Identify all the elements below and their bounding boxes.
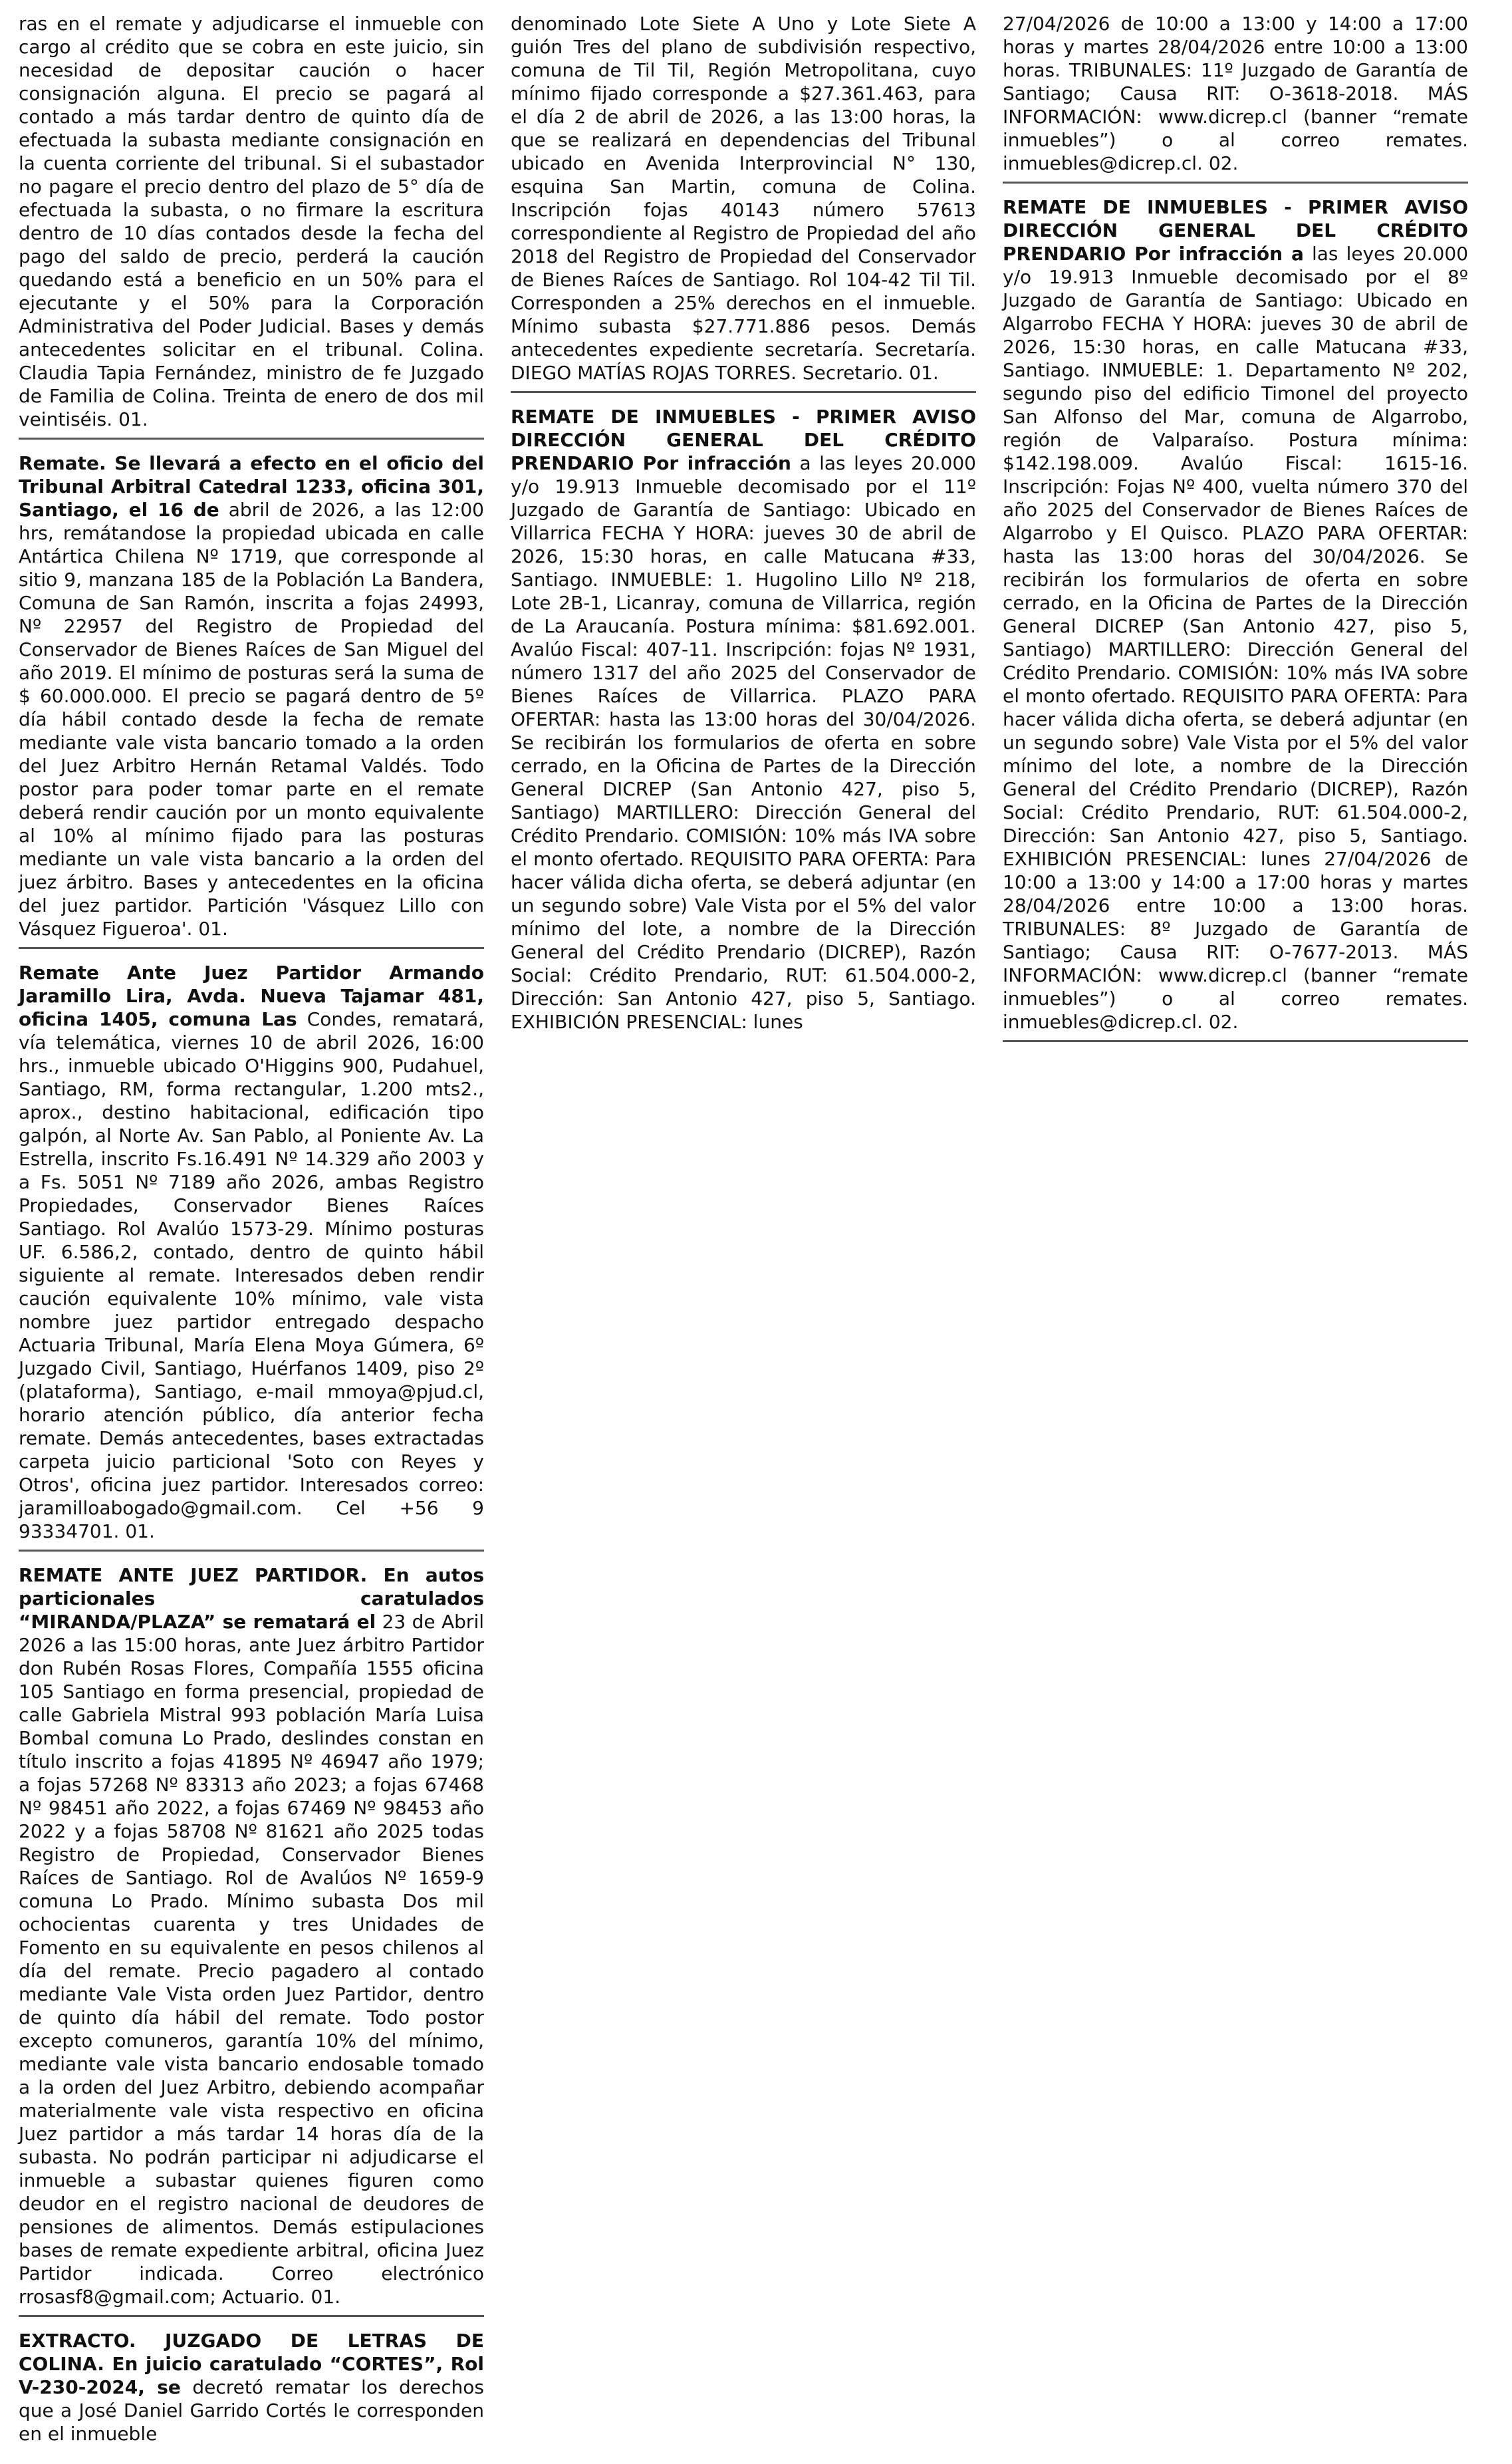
notice-1-5 <box>19 2329 484 2452</box>
notice-body: las leyes 20.000 y/o 19.913 Inmueble decomisado por el 8º Juzgado de Garantía de Santiago: Ubicado en Algarrobo FECHA Y HORA: jueves 30 de abril de 2026, 15:30 horas, en calle Matucana #33, Santiago. INMUEBLE: 1. Departamento Nº 202, segundo piso del edificio Timonel del proyecto San Alfonso del Mar, comuna de Algarrobo, región de Valparaíso. Postura mínima: $142.198.009. Avalúo Fiscal: 1615-16. Inscripción: Fojas Nº 400, vuelta número 370 del año 2025 del Conservador de Bienes Raíces de Algarrobo y El Quisco. PLAZO PARA OFERTAR: hasta las 13:00 horas del 30/04/2026. Se recibirán los formularios de oferta en sobre cerrado, en la Oficina de Partes de la Dirección General DICREP (San Antonio 427, piso 5, Santiago) MARTILLERO: Dirección General del Crédito Prendario. COMISIÓN: 10% más IVA sobre el monto ofertado. REQUISITO PARA OFERTA: Para hacer válida dicha oferta, se deberá adjuntar (en un segundo sobre) Vale Vista por el 5% del valor mínimo del lote, a nombre de la Dirección General del Crédito Prendario (DICREP), Razón Social: Crédito Prendario, RUT: 61.504.000-2, Dirección: San Antonio 427, piso 5, Santiago. EXHIBICIÓN PRESENCIAL: lunes 27/04/2026 de 10:00 a 13:00 y 14:00 a 17:00 horas y martes 28/04/2026 entre 10:00 a 13:00 horas. TRIBUNALES: 8º Juzgado de Garantía de Santiago; Causa RIT: O-7677-2013. MÁS INFORMACIÓN: www.dicrep.cl (banner “remate inmuebles”) o al correo remates. inmuebles@dicrep.cl. 02. <box>1003 243 1469 1033</box>
notice-body: ras en el remate y adjudicarse el inmueble con cargo al crédito que se cobra en este juicio, sin necesidad de depositar caución o hacer consignación alguna. El precio se pagará al contado a más tardar dentro de quinto día de efectuada la subasta mediante consignación en la cuenta corriente del tribunal. Si el subastador no pagare el precio dentro del plazo de 5° día de efectuada la subasta, o no firmare la escritura dentro de 10 días contados desde la fecha del pago del saldo de precio, perderá la caución quedando está a beneficio en un 50% para el ejecutante y el 50% para la Corporación Administrativa del Poder Judicial. Bases y demás antecedentes solicitar en el tribunal. Colina. Claudia Tapia Fernández, ministro de fe Juzgado de Familia de Colina. Treinta de enero de dos mil veintiséis. 01. <box>19 13 484 430</box>
notice-text <box>511 12 976 384</box>
column-3 <box>1003 12 1468 1054</box>
notice-body: a las leyes 20.000 y/o 19.913 Inmueble decomisado por el 11º Juzgado de Garantía de Santiago: Ubicado en Villarrica FECHA Y HORA: jueves 30 de abril de 2026, 15:30 horas, en calle Matucana #33, Santiago. INMUEBLE: 1. Hugolino Lillo Nº 218, Lote 2B-1, Licanray, comuna de Villarrica, región de La Araucanía. Postura mínima: $81.692.001. Avalúo Fiscal: 407-11. Inscripción: fojas Nº 1931, número 1317 del año 2025 del Conservador de Bienes Raíces de Villarrica. PLAZO PARA OFERTAR: hasta las 13:00 horas del 30/04/2026. Se recibirán los formularios de oferta en sobre cerrado, en la Oficina de Partes de la Dirección General DICREP (San Antonio 427, piso 5, Santiago) MARTILLERO: Dirección General del Crédito Prendario. COMISIÓN: 10% más IVA sobre el monto ofertado. REQUISITO PARA OFERTA: Para hacer válida dicha oferta, se deberá adjuntar (en un segundo sobre) Vale Vista por el 5% del valor mínimo del lote, a nombre de la Dirección General del Crédito Prendario (DICREP), Razón Social: Crédito Prendario, RUT: 61.504.000-2, Dirección: San Antonio 427, piso 5, Santiago. EXHIBICIÓN PRESENCIAL: lunes <box>511 452 976 1033</box>
notice-body: 27/04/2026 de 10:00 a 13:00 y 14:00 a 17:00 horas y martes 28/04/2026 entre 10:00 a 13:00 horas. TRIBUNALES: 11º Juzgado de Garantía de Santiago; Causa RIT: O-3618-2018. MÁS INFORMACIÓN: www.dicrep.cl (banner “remate inmuebles”) o al correo remates. inmuebles@dicrep.cl. 02. <box>1003 13 1468 174</box>
notice-text <box>1003 12 1468 175</box>
notice-text <box>19 12 484 431</box>
notice-lead: Remate. Se llevará a efecto en el oficio del Tribunal Arbitral Catedral 1233, oficina 301, Santiago, el 16 de <box>19 452 484 521</box>
notice-body: 23 de Abril 2026 a las 15:00 horas, ante Juez árbitro Partidor don Rubén Rosas Flores, Compañía 1555 oficina 105 Santiago en forma presencial, propiedad de calle Gabriela Mistral 993 población María Luisa Bombal comuna Lo Prado, deslindes constan en título inscrito a fojas 41895 Nº 46947 año 1979; a fojas 57268 Nº 83313 año 2023; a fojas 67468 Nº 98451 año 2022, a fojas 67469 Nº 98453 año 2022 y a fojas 58708 Nº 81621 año 2025 todas Registro de Propiedad, Conservador Bienes Raíces de Santiago. Rol de Avalúos Nº 1659-9 comuna Lo Prado. Mínimo subasta Dos mil ochocientas cuarenta y tres Unidades de Fomento en su equivalente en pesos chilenos al día del remate. Precio pagadero al contado mediante Vale Vista orden Juez Partidor, dentro de quinto día hábil del remate. Todo postor excepto comuneros, garantía 10% del mínimo, mediante vale vista bancario endosable tomado a la orden del Juez Arbitro, debiendo acompañar materialmente vale vista respectivo en oficina Juez partidor a más tardar 14 horas día de la subasta. No podrán participar ni adjudicarse el inmueble a subastar quienes figuren como deudor en el registro nacional de deudores de pensiones de alimentos. Demás estipulaciones bases de remate expediente arbitral, oficina Juez Partidor indicada. Correo electrónico rrosasf8@gmail.com; Actuario. 01. <box>19 1611 484 2308</box>
notice-3-2 <box>1003 196 1468 1042</box>
column-1 <box>19 12 484 2464</box>
notice-lead: REMATE ANTE JUEZ PARTIDOR. En autos particionales caratulados “MIRANDA/PLAZA” se rematará el <box>19 1564 484 1633</box>
notice-2-1 <box>511 12 976 393</box>
notice-1-3 <box>19 961 484 1552</box>
notice-body: denominado Lote Siete A Uno y Lote Siete A guión Tres del plano de subdivisión respectivo, comuna de Til Til, Región Metropolitana, cuyo mínimo fijado corresponde a $27.361.463, para el día 2 de abril de 2026, a las 13:00 horas, la que se realizará en dependencias del Tribunal ubicado en Avenida Interprovincial N° 130, esquina San Martin, comuna de Colina. Inscripción fojas 40143 número 57613 correspondiente al Registro de Propiedad del año 2018 del Registro de Propiedad del Conservador de Bienes Raíces de Santiago. Rol 104-42 Til Til. Corresponden a 25% derechos en el inmueble. Mínimo subasta $27.771.886 pesos. Demás antecedentes expediente secretaría. Secretaría. DIEGO MATÍAS ROJAS TORRES. Secretario. 01. <box>511 13 976 384</box>
column-2 <box>511 12 976 1052</box>
notice-lead: REMATE DE INMUEBLES - PRIMER AVISO DIRECCIÓN GENERAL DEL CRÉDITO PRENDARIO Por infracción <box>511 406 976 474</box>
notice-3-1 <box>1003 12 1468 184</box>
notice-text <box>1003 196 1468 1033</box>
notice-text <box>19 2329 484 2445</box>
notice-body: Condes, rematará, vía telemática, viernes 10 de abril 2026, 16:00 hrs., inmueble ubicado O'Higgins 900, Pudahuel, Santiago, RM, forma rectangular, 1.200 mts2., aprox., destino habitacional, edificación tipo galpón, al Norte Av. San Pablo, al Poniente Av. La Estrella, inscrito Fs.16.491 Nº 14.329 año 2003 y a Fs. 5051 Nº 7189 año 2026, ambas Registro Propiedades, Conservador Bienes Raíces Santiago. Rol Avalúo 1573-29. Mínimo posturas UF. 6.586,2, contado, dentro de quinto hábil siguiente al remate. Interesados deben rendir caución equivalente 10% mínimo, vale vista nombre juez partidor entregado despacho Actuaria Tribunal, María Elena Moya Gúmera, 6º Juzgado Civil, Santiago, Huérfanos 1409, piso 2º (plataforma), Santiago, e-mail mmoya@pjud.cl, horario atención público, día anterior fecha remate. Demás antecedentes, bases extractadas carpeta juicio particional 'Soto con Reyes y Otros', oficina juez partidor. Interesados correo: jaramilloabogado@gmail.com. Cel +56 9 93334701. 01. <box>19 1008 484 1542</box>
notice-text <box>19 961 484 1543</box>
notice-1-2 <box>19 452 484 949</box>
classifieds-page <box>19 12 1481 2445</box>
notice-lead: EXTRACTO. JUZGADO DE LETRAS DE COLINA. En juicio caratulado “CORTES”, Rol V-230-2024, se <box>19 2330 484 2398</box>
notice-text <box>511 405 976 1033</box>
notice-text <box>19 1564 484 2308</box>
notice-1-4 <box>19 1564 484 2317</box>
notice-lead: Remate Ante Juez Partidor Armando Jaramillo Lira, Avda. Nueva Tajamar 481, oficina 1405, comuna Las <box>19 962 484 1030</box>
notice-1-1 <box>19 12 484 440</box>
notice-2-2 <box>511 405 976 1040</box>
notice-lead: REMATE DE INMUEBLES - PRIMER AVISO DIRECCIÓN GENERAL DEL CRÉDITO PRENDARIO Por infracción a <box>1003 196 1468 265</box>
notice-text <box>19 452 484 940</box>
notice-body: decretó rematar los derechos que a José Daniel Garrido Cortés le corresponden en el inmueble <box>19 2376 484 2445</box>
notice-body: abril de 2026, a las 12:00 hrs, remátandose la propiedad ubicada en calle Antártica Chilena Nº 1719, que corresponde al sitio 9, manzana 185 de la Población La Bandera, Comuna de San Ramón, inscrita a fojas 24993, Nº 22957 del Registro de Propiedad del Conservador de Bienes Raíces de San Miguel del año 2019. El mínimo de posturas será la suma de $ 60.000.000. El precio se pagará dentro de 5º día hábil contado desde la fecha de remate mediante vale vista bancario tomado a la orden del Juez Arbitro Hernán Retamal Valdés. Todo postor para poder tomar parte en el remate deberá rendir caución por un monto equivalente al 10% al mínimo fijado para las posturas mediante un vale vista bancario a la orden del juez árbitro. Bases y antecedentes en la oficina del juez partidor. Partición 'Vásquez Lillo con Vásquez Figueroa'. 01. <box>19 499 484 940</box>
